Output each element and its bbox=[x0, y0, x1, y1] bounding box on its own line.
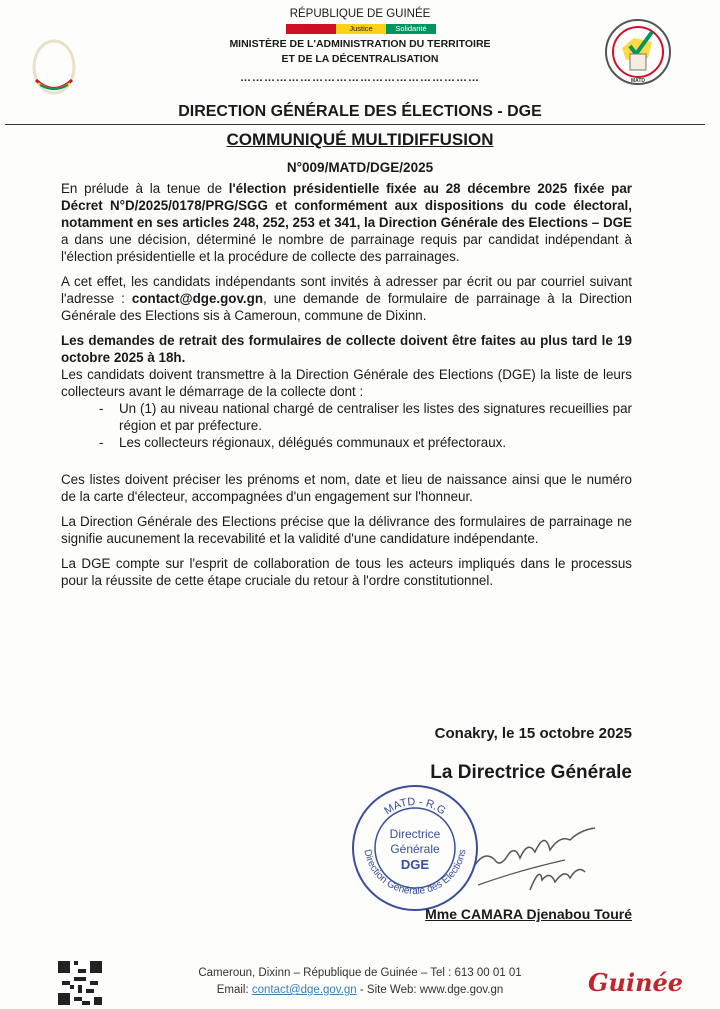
paragraph-1 bbox=[61, 180, 632, 265]
p3-text: Les demandes de retrait des formulaires de collecte doivent être faites au plus tard le 19 octobre 2025 à 18h. bbox=[61, 333, 632, 365]
paragraph-6: La Direction Générale des Elections précise que la délivrance des formulaires de parrainage ne signifie aucunement la recevabilité et la validité d'une candidature indépendante. bbox=[61, 514, 632, 546]
stamp-inner-3: DGE bbox=[400, 857, 430, 872]
stamp-inner-2: Générale bbox=[390, 842, 440, 856]
official-stamp-icon bbox=[350, 783, 480, 913]
p2-text-a: A cet effet, les candidats indépendants sont invités à adresser par écrit ou par courriel suivant l'adresse : bbox=[61, 274, 632, 306]
p1-text-c: a dans une décision, déterminé le nombre de parrainage requis par candidat indépendant à l'élection présidentielle et la procédure de collecte des parrainages. bbox=[61, 232, 632, 264]
motto-work: Travail bbox=[286, 24, 336, 34]
p1-text-bold: l'élection présidentielle fixée au 28 décembre 2025 fixée par Décret N°D/2025/0178/PRG/SGG et conformément aux dispositions du code électoral, notamment en ses articles 248, 252, 253 et 341, la Direction Générale des Elections – DGE bbox=[61, 181, 632, 230]
republic-title: RÉPUBLIQUE DE GUINÉE bbox=[289, 8, 431, 20]
header-divider bbox=[5, 124, 705, 125]
place-and-date: Conakry, le 15 octobre 2025 bbox=[434, 725, 632, 742]
email-label: Email: bbox=[216, 984, 252, 996]
website-text: - Site Web: www.dge.gov.gn bbox=[356, 984, 504, 996]
handwritten-signature-icon bbox=[470, 810, 610, 900]
collector-list bbox=[61, 400, 632, 451]
list-item: - Un (1) au niveau national chargé de centraliser les listes des signatures recueillies par région et par préfecture. bbox=[99, 400, 632, 434]
guinee-brand-logo: Guinée bbox=[588, 968, 684, 997]
paragraph-2 bbox=[61, 273, 632, 324]
signatory-name: Mme CAMARA Djenabou Touré bbox=[425, 906, 632, 922]
p1-text-a: En prélude à la tenue de bbox=[61, 181, 229, 196]
logo-text: MATD bbox=[630, 78, 646, 84]
motto-solidarity: Solidarité bbox=[386, 24, 436, 34]
footer-address: Cameroun, Dixinn – République de Guinée – Tel : 613 00 01 01 bbox=[198, 967, 522, 979]
p2-email: contact@dge.gov.gn bbox=[131, 291, 264, 306]
document-title: COMMUNIQUÉ MULTIDIFFUSION bbox=[226, 130, 494, 149]
p2-text-c: , une demande de formulaire de parrainage à la Direction Générale des Elections sis à Cameroun, commune de Dixinn. bbox=[61, 291, 632, 323]
email-link[interactable]: contact@dge.gov.gn bbox=[251, 984, 357, 996]
paragraph-7: La DGE compte sur l'esprit de collaboration de tous les acteurs impliqués dans le processus pour la réussite de cette étape cruciale du retour à l'ordre constitutionnel. bbox=[61, 556, 632, 588]
list-item: - Les collecteurs régionaux, délégués communaux et préfectoraux. bbox=[99, 434, 632, 451]
motto-justice: Justice bbox=[336, 24, 386, 34]
paragraph-3 bbox=[61, 332, 632, 366]
national-motto bbox=[286, 24, 436, 34]
communique-body bbox=[61, 180, 632, 597]
stamp-inner-1: Directrice bbox=[389, 827, 441, 841]
signatory-title: La Directrice Générale bbox=[430, 762, 632, 783]
paragraph-4: Les candidats doivent transmettre à la Direction Générale des Elections (DGE) la liste de leurs collecteurs avant le démarrage de la collecte dont : bbox=[61, 367, 632, 399]
paragraph-5: Ces listes doivent préciser les prénoms et nom, date et lieu de naissance ainsi que le numéro de la carte d'électeur, accompagnées d'un engagement sur l'honneur. bbox=[61, 472, 632, 504]
dotted-separator: …………………………………………………… bbox=[240, 72, 480, 84]
svg-text:MATD - R.G bbox=[382, 796, 447, 817]
ministry-line-2: ET DE LA DÉCENTRALISATION bbox=[281, 53, 439, 65]
reference-number: N°009/MATD/DGE/2025 bbox=[286, 160, 434, 175]
matd-logo-icon bbox=[604, 18, 672, 86]
stamp-top-text: MATD - R.G bbox=[382, 795, 448, 818]
ministry-line-1: MINISTÈRE DE L'ADMINISTRATION DU TERRITOIRE bbox=[229, 38, 491, 50]
stamp-bottom-text: Direction Générale des Elections bbox=[361, 848, 469, 898]
directorate-title: DIRECTION GÉNÉRALE DES ÉLECTIONS - DGE bbox=[178, 103, 542, 120]
